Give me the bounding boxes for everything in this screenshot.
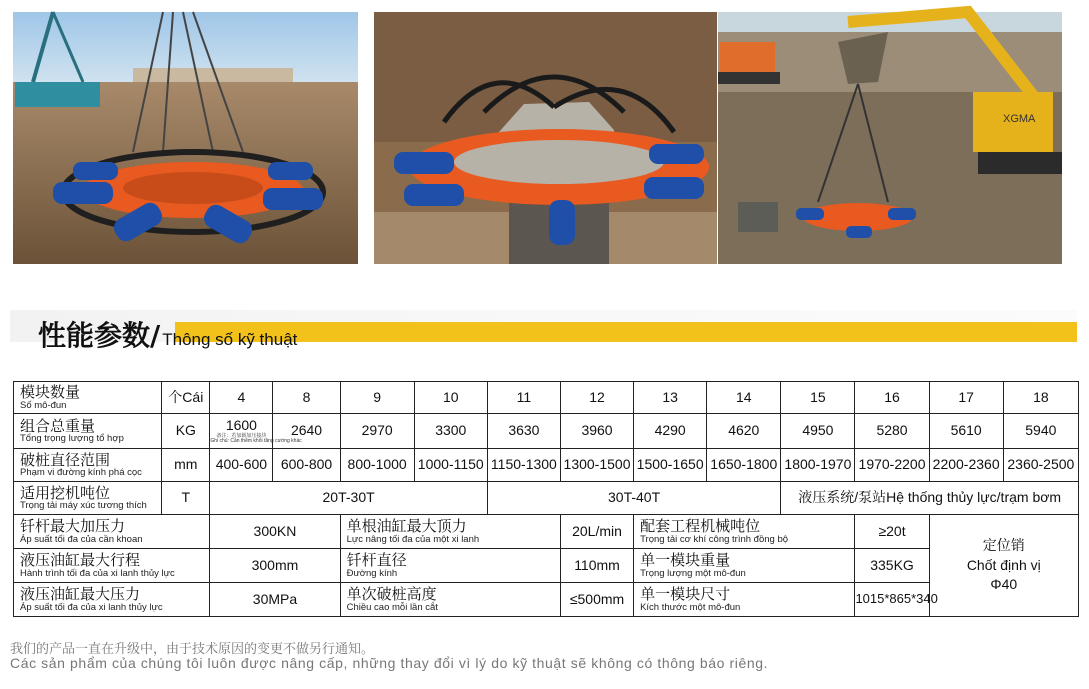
label-rod-max-pressure: 钎杆最大加压力 Áp suất tối đa của cần khoan	[14, 515, 210, 549]
cell-weight: 5610	[929, 414, 1003, 449]
label-cylinder-max-force: 单根油缸最大顶力 Lực nâng tối đa của một xi lanh	[340, 515, 560, 549]
cell-diameter: 600-800	[273, 449, 340, 482]
cell-diameter: 1800-1970	[781, 449, 855, 482]
table-row-excavator	[14, 482, 1079, 515]
cell-diameter: 800-1000	[340, 449, 414, 482]
cell-weight: 3960	[560, 414, 633, 449]
photo-pile-breaker-with-excavator	[718, 12, 1062, 264]
cell-modules: 9	[340, 382, 414, 414]
section-title-vn: Thông số kỹ thuật	[162, 330, 298, 349]
footer-note-cn: 我们的产品一直在升级中，由于技术原因的变更不做另行通知。	[10, 642, 375, 657]
photo-pile-breaker-on-pile	[374, 12, 717, 264]
cell-modules: 15	[781, 382, 855, 414]
label-rod-diameter: 钎杆直径 Đường kính	[340, 549, 560, 583]
table-row-5	[14, 515, 1079, 549]
cell-modules: 13	[634, 382, 707, 414]
value-rod-diameter: 110mm	[560, 549, 633, 583]
cell-weight: 3300	[414, 414, 487, 449]
footer-note-vn: Các sản phẩm của chúng tôi luôn được nâng cấp, những thay đổi vì lý do kỹ thuật sẽ không có thông báo riêng.	[10, 655, 769, 671]
value-cylinder-max-pressure: 30MPa	[210, 583, 340, 617]
label-module-size: 单一模块尺寸 Kích thước một mô-đun	[634, 583, 855, 617]
cell-diameter: 2360-2500	[1003, 449, 1078, 482]
label-diameter: 破桩直径范围 Phạm vi đường kính phá cọc	[14, 449, 162, 482]
cell-diameter: 1000-1150	[414, 449, 487, 482]
cell-positioning-pin: 定位销 Chốt định vị Φ40	[929, 515, 1078, 617]
cell-hydraulic-system: 液压系统/泵站Hệ thống thủy lực/trạm bơm	[781, 482, 1079, 515]
unit-modules: 个Cái	[162, 382, 210, 414]
label-module-weight: 单一模块重量 Trọng lượng một mô-đun	[634, 549, 855, 583]
table-row-diameter	[14, 449, 1079, 482]
spec-table	[13, 381, 1079, 617]
cell-modules: 12	[560, 382, 633, 414]
unit-weight: KG	[162, 414, 210, 449]
photo-pile-breaker-on-site	[13, 12, 358, 264]
cell-weight-first: 1600 备注：若加载加压接块 Ghi chú: Cần thêm khối tăng cường khác	[210, 414, 273, 449]
unit-diameter: mm	[162, 449, 210, 482]
cell-diameter: 1150-1300	[487, 449, 560, 482]
section-title-cn: 性能参数/	[38, 319, 161, 352]
title-accent-stripe	[175, 322, 1077, 342]
cell-weight: 4620	[707, 414, 781, 449]
label-machine-tonnage: 配套工程机械吨位 Trọng tải cơ khí công trình đồng bộ	[634, 515, 855, 549]
cell-modules: 10	[414, 382, 487, 414]
value-cylinder-max-stroke: 300mm	[210, 549, 340, 583]
cell-modules: 16	[855, 382, 929, 414]
value-rod-max-pressure: 300KN	[210, 515, 340, 549]
value-cylinder-max-force: 20L/min	[560, 515, 633, 549]
cell-diameter: 1300-1500	[560, 449, 633, 482]
value-cut-height: ≤500mm	[560, 583, 633, 617]
table-row-modules	[14, 382, 1079, 414]
cell-weight: 5940	[1003, 414, 1078, 449]
unit-excavator: T	[162, 482, 210, 515]
cell-excavator-range2: 30T-40T	[487, 482, 781, 515]
label-excavator: 适用挖机吨位 Trọng tải máy xúc tương thích	[14, 482, 162, 515]
cell-weight: 2640	[273, 414, 340, 449]
cell-modules: 4	[210, 382, 273, 414]
cell-weight: 4950	[781, 414, 855, 449]
table-row-7	[14, 583, 1079, 617]
label-weight: 组合总重量 Tổng trọng lượng tổ hợp	[14, 414, 162, 449]
cell-modules: 18	[1003, 382, 1078, 414]
cell-weight: 3630	[487, 414, 560, 449]
cell-modules: 11	[487, 382, 560, 414]
table-row-weight	[14, 414, 1079, 449]
cell-weight: 2970	[340, 414, 414, 449]
label-cylinder-max-stroke: 液压油缸最大行程 Hành trình tối đa của xi lanh thủy lực	[14, 549, 210, 583]
cell-diameter: 1970-2200	[855, 449, 929, 482]
cell-modules: 14	[707, 382, 781, 414]
cell-diameter: 2200-2360	[929, 449, 1003, 482]
section-title-bar	[10, 310, 1077, 354]
label-cylinder-max-pressure: 液压油缸最大压力 Áp suất tối đa của xi lanh thủy lực	[14, 583, 210, 617]
cell-diameter: 1500-1650	[634, 449, 707, 482]
table-row-6	[14, 549, 1079, 583]
excavator-brand-label: XGMA	[1003, 113, 1036, 125]
cell-weight: 5280	[855, 414, 929, 449]
section-title	[38, 314, 297, 354]
cell-excavator-range1: 20T-30T	[210, 482, 487, 515]
value-module-size: 1015*865*340	[855, 583, 929, 617]
cell-weight: 4290	[634, 414, 707, 449]
value-machine-tonnage: ≥20t	[855, 515, 929, 549]
cell-diameter: 400-600	[210, 449, 273, 482]
cell-diameter: 1650-1800	[707, 449, 781, 482]
cell-modules: 17	[929, 382, 1003, 414]
cell-modules: 8	[273, 382, 340, 414]
label-modules: 模块数量 Số mô-đun	[14, 382, 162, 414]
value-module-weight: 335KG	[855, 549, 929, 583]
label-cut-height: 单次破桩高度 Chiều cao mỗi lần cắt	[340, 583, 560, 617]
